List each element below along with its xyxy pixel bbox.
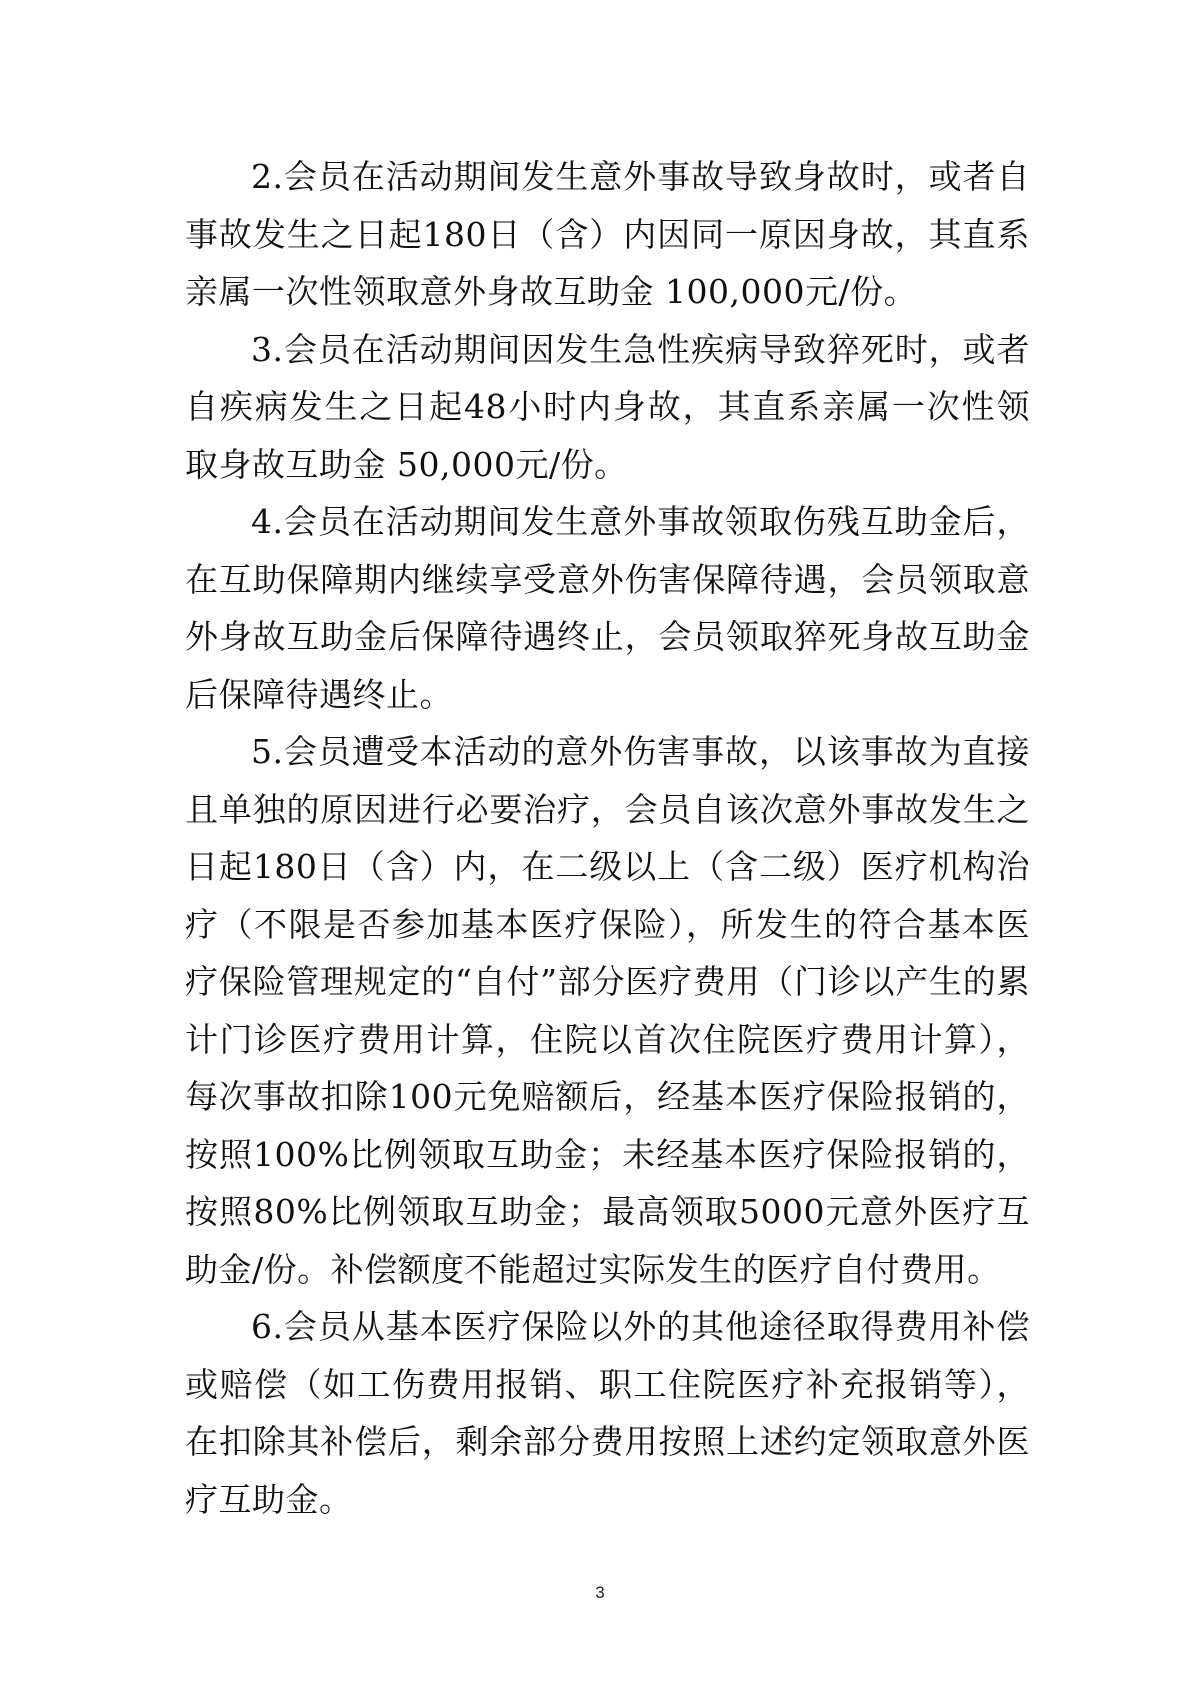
document-body (185, 148, 1030, 1528)
page-number: 3 (595, 1583, 605, 1602)
paragraph-item-2: 2.会员在活动期间发生意外事故导致身故时，或者自事故发生之日起180日（含）内因同一原因身故，其直系亲属一次性领取意外身故互助金 100,000元/份。 (185, 157, 1030, 311)
paragraph-item-5: 5.会员遭受本活动的意外伤害事故，以该事故为直接且单独的原因进行必要治疗，会员自该次意外事故发生之日起180日（含）内，在二级以上（含二级）医疗机构治疗（不限是否参加基本医疗保险），所发生的符合基本医疗保险管理规定的“自付”部分医疗费用（门诊以产生的累计门诊医疗费用计算，住院以首次住院医疗费用计算），每次事故扣除100元免赔额后，经基本医疗保险报销的，按照100%比例领取互助金；未经基本医疗保险报销的，按照80%比例领取互助金；最高领取5000元意外医疗互助金/份。补偿额度不能超过实际发生的医疗自付费用。 (185, 732, 1030, 1289)
paragraph-item-4: 4.会员在活动期间发生意外事故领取伤残互助金后，在互助保障期内继续享受意外伤害保障待遇，会员领取意外身故互助金后保障待遇终止，会员领取猝死身故互助金后保障待遇终止。 (185, 502, 1030, 714)
paragraph-item-6: 6.会员从基本医疗保险以外的其他途径取得费用补偿或赔偿（如工伤费用报销、职工住院医疗补充报销等），在扣除其补偿后，剩余部分费用按照上述约定领取意外医疗互助金。 (185, 1307, 1030, 1519)
paragraph-item-3: 3.会员在活动期间因发生急性疾病导致猝死时，或者自疾病发生之日起48小时内身故，其直系亲属一次性领取身故互助金 50,000元/份。 (185, 329, 1030, 484)
